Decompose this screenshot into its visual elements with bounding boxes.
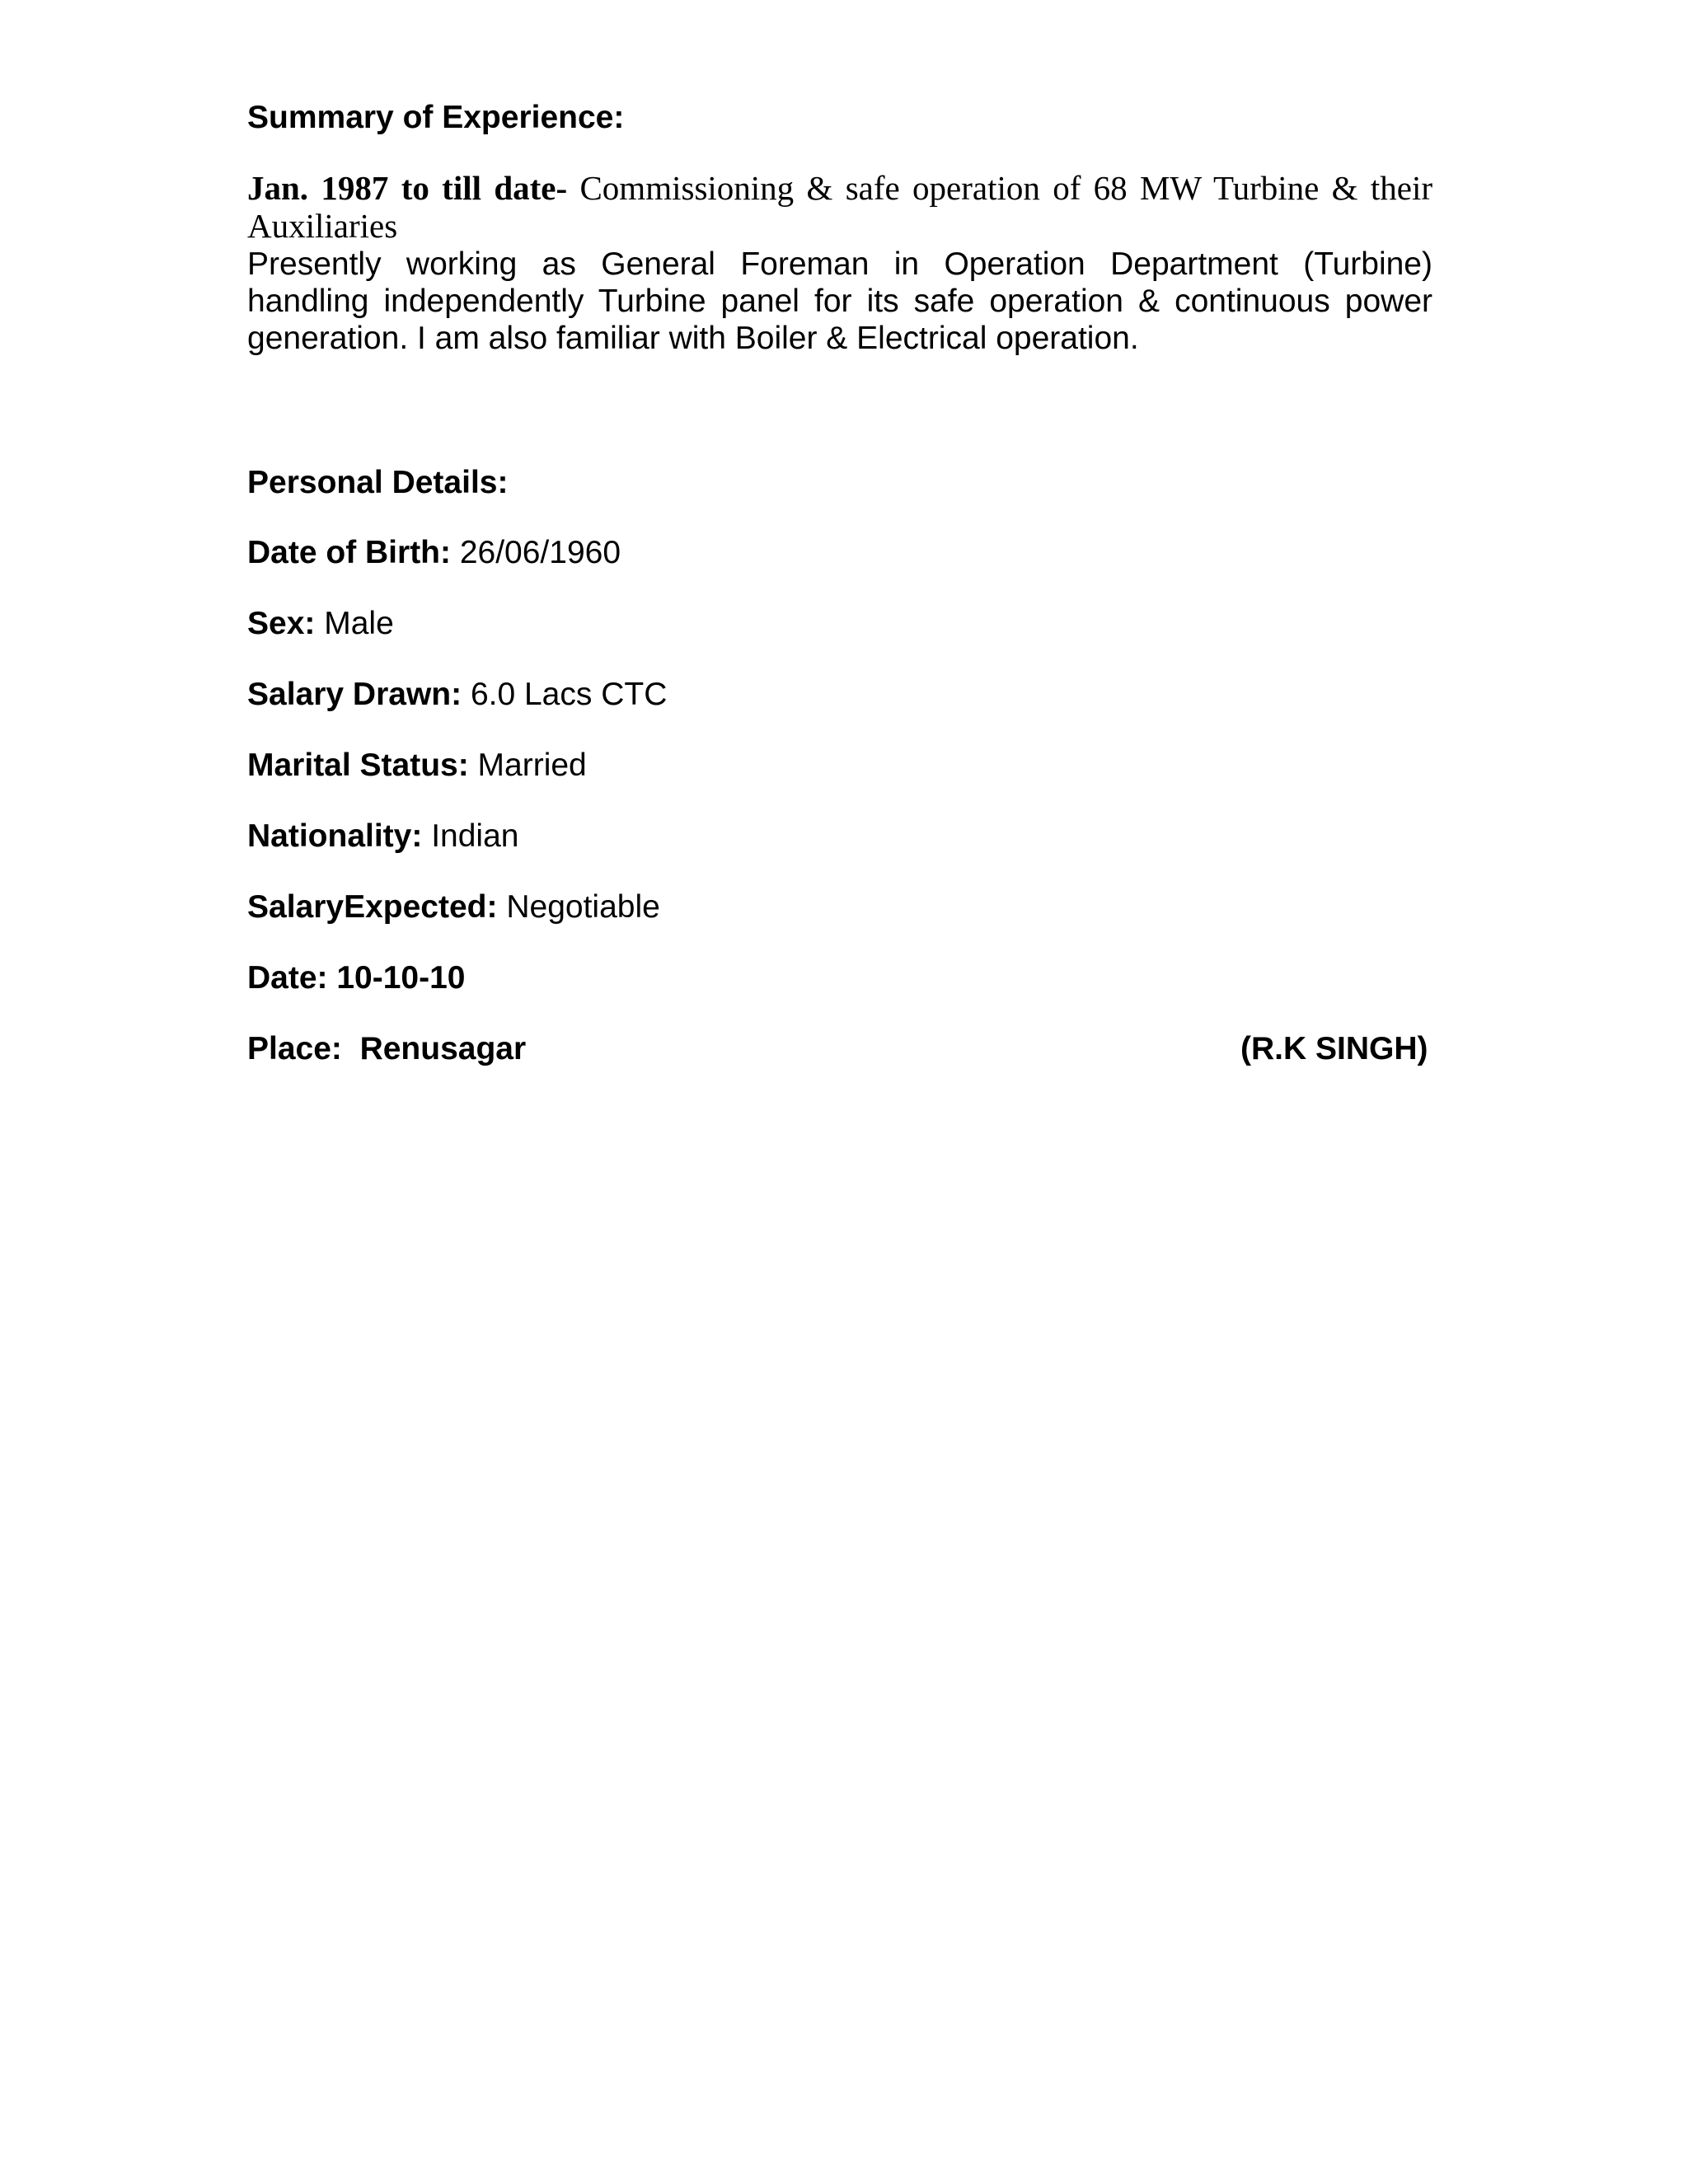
marital-status-value: Married bbox=[468, 748, 587, 783]
date-value: 10-10-10 bbox=[327, 960, 466, 996]
salary-drawn-label: Salary Drawn: bbox=[247, 677, 462, 712]
experience-description: Presently working as General Foreman in Operation Department (Turbine) handling independently Turbine panel for its safe operation & continuous power generation. I am also familiar with Boiler & Electrical operation. bbox=[247, 246, 1432, 356]
date-field bbox=[247, 959, 465, 997]
place-value: Renusagar bbox=[341, 1031, 527, 1066]
experience-period-line bbox=[247, 169, 1432, 245]
summary-heading: Summary of Experience: bbox=[247, 100, 625, 135]
place-field bbox=[247, 1030, 526, 1068]
experience-role: Commissioning & safe operation of 68 MW Turbine & their Auxiliaries bbox=[247, 169, 1433, 245]
sex-field bbox=[247, 605, 394, 643]
marital-status-field bbox=[247, 747, 587, 785]
personal-details-heading: Personal Details: bbox=[247, 465, 509, 500]
sex-value: Male bbox=[315, 606, 394, 641]
resume-page bbox=[247, 0, 1432, 2184]
date-label: Date: bbox=[247, 960, 328, 996]
nationality-label: Nationality: bbox=[247, 818, 423, 854]
date-of-birth-label: Date of Birth: bbox=[247, 535, 451, 570]
salary-expected-field bbox=[247, 888, 660, 926]
salary-expected-value: Negotiable bbox=[497, 889, 660, 925]
date-of-birth-value: 26/06/1960 bbox=[451, 535, 621, 570]
signature-name: (R.K SINGH) bbox=[1240, 1031, 1428, 1066]
salary-expected-label: SalaryExpected: bbox=[247, 889, 498, 925]
marital-status-label: Marital Status: bbox=[247, 748, 469, 783]
sex-label: Sex: bbox=[247, 606, 316, 641]
nationality-value: Indian bbox=[422, 818, 519, 854]
place-label: Place: bbox=[247, 1031, 342, 1066]
salary-drawn-value: 6.0 Lacs CTC bbox=[462, 677, 668, 712]
nationality-field bbox=[247, 818, 518, 855]
salary-drawn-field bbox=[247, 676, 667, 714]
experience-period: Jan. 1987 to till date- bbox=[247, 169, 568, 207]
date-of-birth-field bbox=[247, 534, 621, 572]
